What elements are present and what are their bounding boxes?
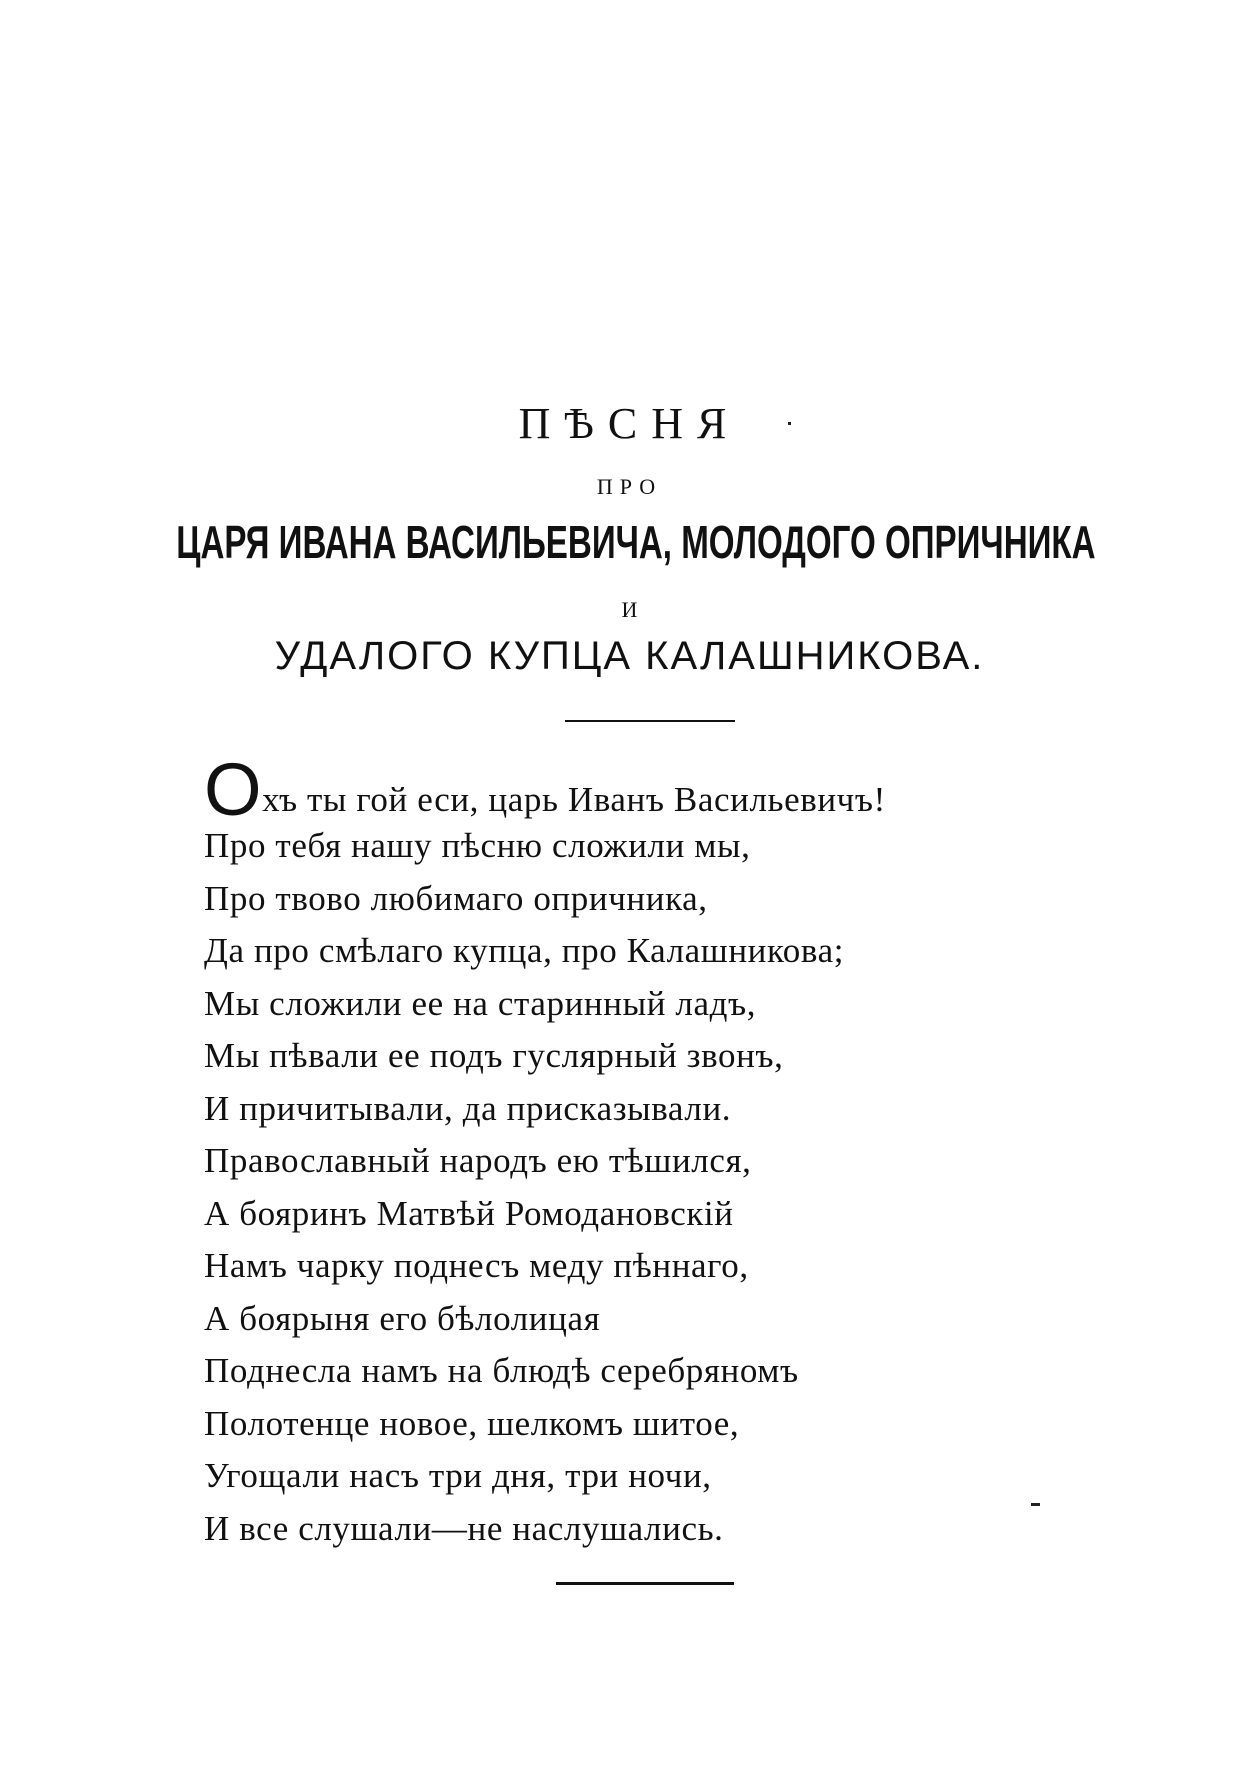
verse-line: Православный народъ ею тѣшился, [204, 1141, 752, 1180]
verse-line: Поднесла намъ на блюдѣ серебряномъ [204, 1351, 799, 1390]
verse-line: Мы пѣвали ее подъ гуслярный звонъ, [204, 1036, 784, 1075]
verse-line: И все слушали—не наслушались. [204, 1508, 724, 1548]
title-merchant-line: УДАЛОГО КУПЦА КАЛАШНИКОВА. [274, 634, 985, 678]
verse-line-first [204, 748, 1204, 831]
divider-top [565, 720, 735, 722]
title-conjunction: И [621, 597, 638, 622]
verse-line: Полотенце новое, шелкомъ шитое, [204, 1403, 740, 1443]
verse-line-first-text: хъ ты гой еси, царь Иванъ Васильевичъ! [262, 780, 886, 819]
verse-line: Мы сложили ее на старинный ладъ, [204, 983, 757, 1023]
print-speck [1031, 1503, 1040, 1506]
title-pro: ПРО [596, 474, 663, 499]
verse-line: Да про смѣлаго купца, про Калашникова; [204, 931, 845, 970]
verse-line: Угощали насъ три дня, три ночи, [204, 1456, 712, 1495]
title-tsar-line: ЦАРЯ ИВАНА ВАСИЛЬЕВИЧА, МОЛОДОГО ОПРИЧНИКА [176, 516, 1096, 568]
title-song: ПѢСНЯ [518, 399, 741, 448]
verse-line: Про тебя нашу пѣсню сложили мы, [204, 826, 751, 865]
verse-line: Намъ чарку поднесъ меду пѣннаго, [204, 1246, 749, 1285]
verse-line: А боярыня его бѣлолицая [204, 1298, 601, 1338]
verse-line: А бояринъ Матвѣй Ромодановскій [204, 1193, 734, 1233]
verse-body [204, 748, 1204, 1555]
print-speck [788, 422, 791, 425]
drop-cap: О [204, 748, 263, 831]
divider-bottom [556, 1582, 734, 1585]
verse-line: Про твово любимаго опричника, [204, 878, 708, 918]
verse-line: И причитывали, да присказывали. [204, 1088, 732, 1128]
